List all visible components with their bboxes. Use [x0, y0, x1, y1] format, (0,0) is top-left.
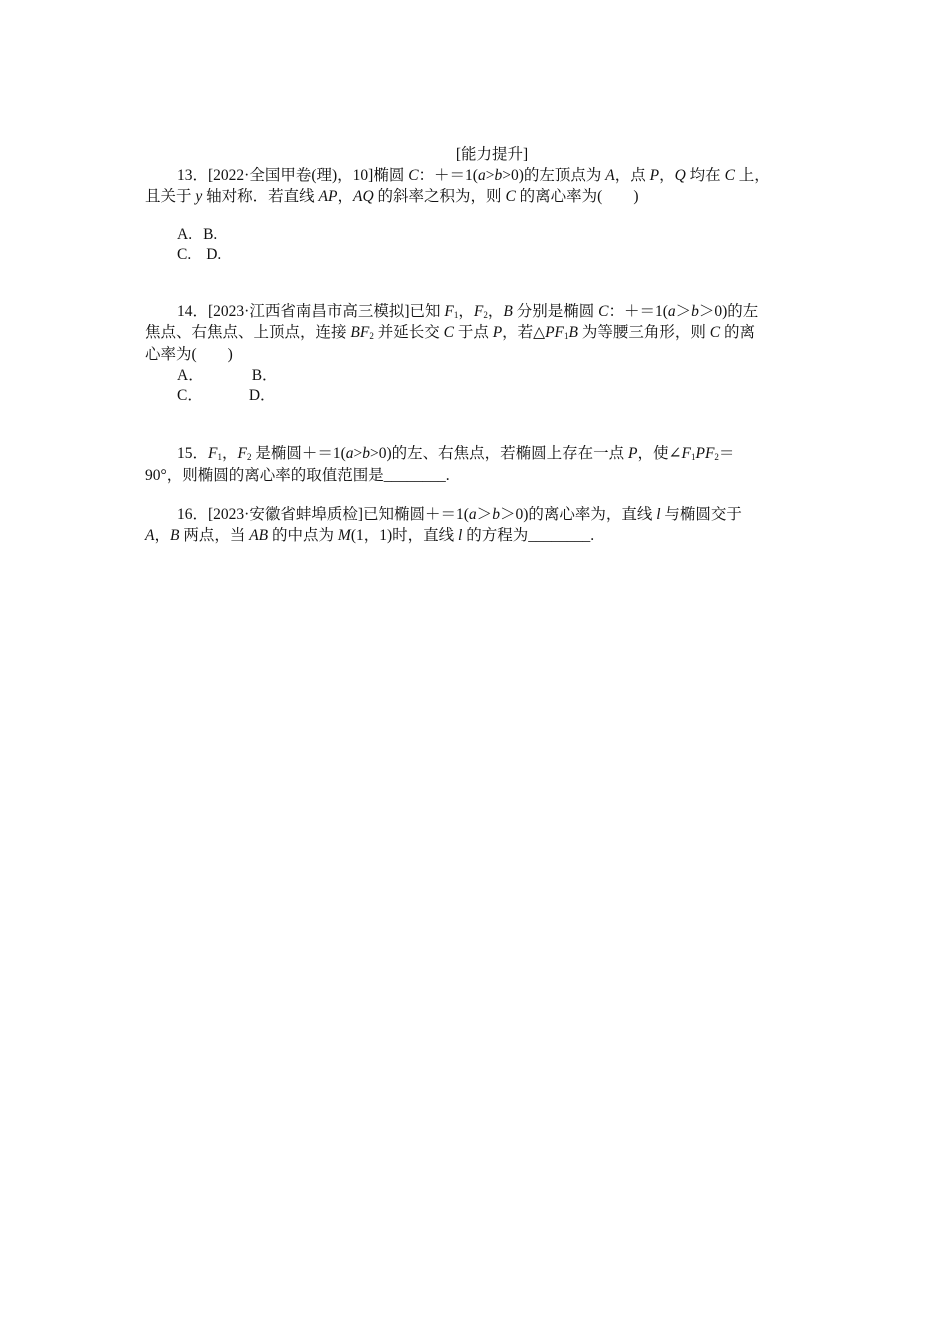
- q15-var: F: [681, 445, 691, 462]
- q13-text: >: [485, 167, 495, 184]
- q13-var: b: [494, 167, 503, 184]
- q14-option-d[interactable]: D．: [248, 387, 276, 404]
- q16-var: l: [458, 527, 463, 544]
- q15-text: ＝: [718, 445, 735, 462]
- q14-option-a[interactable]: A．: [177, 367, 204, 384]
- q14-line-1: [177, 302, 758, 322]
- q13-var: a: [477, 167, 486, 184]
- q16-text: ＞: [476, 506, 493, 523]
- q16-var: AB: [249, 527, 269, 544]
- q16-text: 的方程为________.: [462, 527, 595, 544]
- q13-var: y: [195, 188, 203, 205]
- q13-options-row-1: [177, 225, 217, 245]
- q13-text: ，: [659, 167, 675, 184]
- q13-text: ，: [337, 188, 353, 205]
- q15-var: PF: [695, 445, 715, 462]
- q13-var: C: [724, 167, 735, 184]
- q14-text: [2023·江西省南昌市高三模拟]已知: [208, 303, 445, 320]
- q13-line-2: [145, 187, 638, 207]
- q14-var: PF: [545, 324, 565, 341]
- q13-option-c[interactable]: C.: [177, 246, 192, 263]
- q13-text: 的斜率之积为，则: [373, 188, 506, 205]
- q13-number: 13．: [177, 167, 209, 184]
- q14-text: ，: [458, 303, 474, 320]
- q14-text: 分别是椭圆: [512, 303, 599, 320]
- q15-text: >0)的左、右焦点，若椭圆上存在一点: [370, 445, 629, 462]
- q15-var: P: [628, 445, 638, 462]
- q13-text: 上，: [734, 167, 770, 184]
- q16-text: 两点，当: [179, 527, 250, 544]
- q16-var: B: [169, 527, 180, 544]
- q14-line-2: [145, 323, 755, 343]
- q16-var: a: [468, 506, 477, 523]
- q13-line-1: [177, 166, 770, 186]
- q16-var: A: [145, 527, 155, 544]
- q14-text: 的离: [720, 324, 755, 341]
- q14-text: ：＋＝1(: [608, 303, 668, 320]
- q13-text: 且关于: [145, 188, 196, 205]
- q16-text: 的中点为: [268, 527, 338, 544]
- q13-text: 的离心率为( ): [515, 188, 639, 205]
- q14-number: 14．: [177, 303, 209, 320]
- q14-subscript: 1: [453, 310, 459, 320]
- q14-text: 焦点、右焦点、上顶点，连接: [145, 324, 351, 341]
- q14-option-c[interactable]: C．: [177, 387, 203, 404]
- q15-subscript: 2: [246, 452, 252, 462]
- q14-var: F: [473, 303, 484, 320]
- q16-line-1: [177, 505, 742, 525]
- q15-line-2: 90°，则椭圆的离心率的取值范围是________.: [145, 467, 450, 484]
- q13-var: A: [605, 167, 615, 184]
- q14-var: B: [503, 303, 513, 320]
- q15-text: 是椭圆＋＝1(: [251, 445, 346, 462]
- q16-number: 16．: [177, 506, 209, 523]
- q15-text: ，使∠: [637, 445, 682, 462]
- q16-var: M: [337, 527, 351, 544]
- q13-options-row-2: [177, 245, 221, 265]
- q15-line-1: [177, 444, 734, 464]
- q15-var: a: [345, 445, 354, 462]
- q16-text: ，: [154, 527, 170, 544]
- q13-text: 轴对称．若直线: [202, 188, 319, 205]
- q14-var: F: [444, 303, 454, 320]
- q14-line-3: 心率为( ): [145, 346, 233, 363]
- q13-option-b[interactable]: B.: [203, 226, 218, 243]
- q14-option-b[interactable]: B．: [251, 367, 278, 384]
- q14-subscript: 2: [369, 331, 374, 341]
- q15-subscript: 1: [217, 452, 222, 462]
- q13-var: C: [408, 167, 419, 184]
- q15-text: ，: [221, 445, 238, 462]
- q16-line-2: [145, 526, 594, 546]
- q14-var: b: [691, 303, 699, 320]
- q13-var: C: [505, 188, 516, 205]
- q13-text: 均在: [685, 167, 725, 184]
- q13-text: [2022·全国甲卷(理)，10]椭圆: [208, 167, 409, 184]
- q14-var: C: [598, 303, 609, 320]
- q14-subscript: 1: [564, 331, 569, 341]
- q14-var: P: [492, 324, 503, 341]
- q14-text: ＞: [675, 303, 692, 320]
- q13-option-d[interactable]: D.: [206, 246, 222, 263]
- q14-var: C: [709, 324, 721, 341]
- q16-text: 与椭圆交于: [660, 506, 742, 523]
- q15-subscript: 1: [690, 452, 696, 462]
- q13-var: AP: [318, 188, 338, 205]
- q14-text: ，: [487, 303, 504, 320]
- q14-text: 为等腰三角形，则: [578, 324, 710, 341]
- q14-text: ＞0)的左: [698, 303, 759, 320]
- q13-var: P: [649, 167, 660, 184]
- q15-var: F: [208, 445, 218, 462]
- q13-text: ，点: [614, 167, 650, 184]
- q14-text: ，若△: [502, 324, 546, 341]
- q13-option-a[interactable]: A.: [177, 226, 193, 243]
- q15-subscript: 2: [714, 452, 719, 462]
- q16-var: l: [656, 506, 661, 523]
- q14-options-row-1: [177, 366, 278, 386]
- q15-var: F: [237, 445, 247, 462]
- q14-var: B: [568, 324, 578, 341]
- q14-text: 并延长交: [373, 324, 444, 341]
- q15-number: 15．: [177, 445, 209, 462]
- q14-text: 于点: [453, 324, 493, 341]
- q13-text: ：＋＝1(: [418, 167, 478, 184]
- section-title: [能力提升]: [455, 146, 529, 163]
- q14-subscript: 2: [483, 310, 488, 320]
- q14-var: a: [667, 303, 676, 320]
- q13-var: AQ: [353, 188, 374, 205]
- q16-text: ＞0)的离心率为，直线: [499, 506, 657, 523]
- q16-text: [2023·安徽省蚌埠质检]已知椭圆＋＝1(: [208, 506, 469, 523]
- q13-var: Q: [674, 167, 686, 184]
- q14-var: C: [443, 324, 454, 341]
- q15-var: b: [362, 445, 371, 462]
- q16-text: (1，1)时，直线: [350, 527, 459, 544]
- q16-var: b: [492, 506, 500, 523]
- q14-var: BF: [350, 324, 370, 341]
- q14-options-row-2: [177, 386, 276, 406]
- q15-text: >: [353, 445, 363, 462]
- q13-text: >0)的左顶点为: [502, 167, 606, 184]
